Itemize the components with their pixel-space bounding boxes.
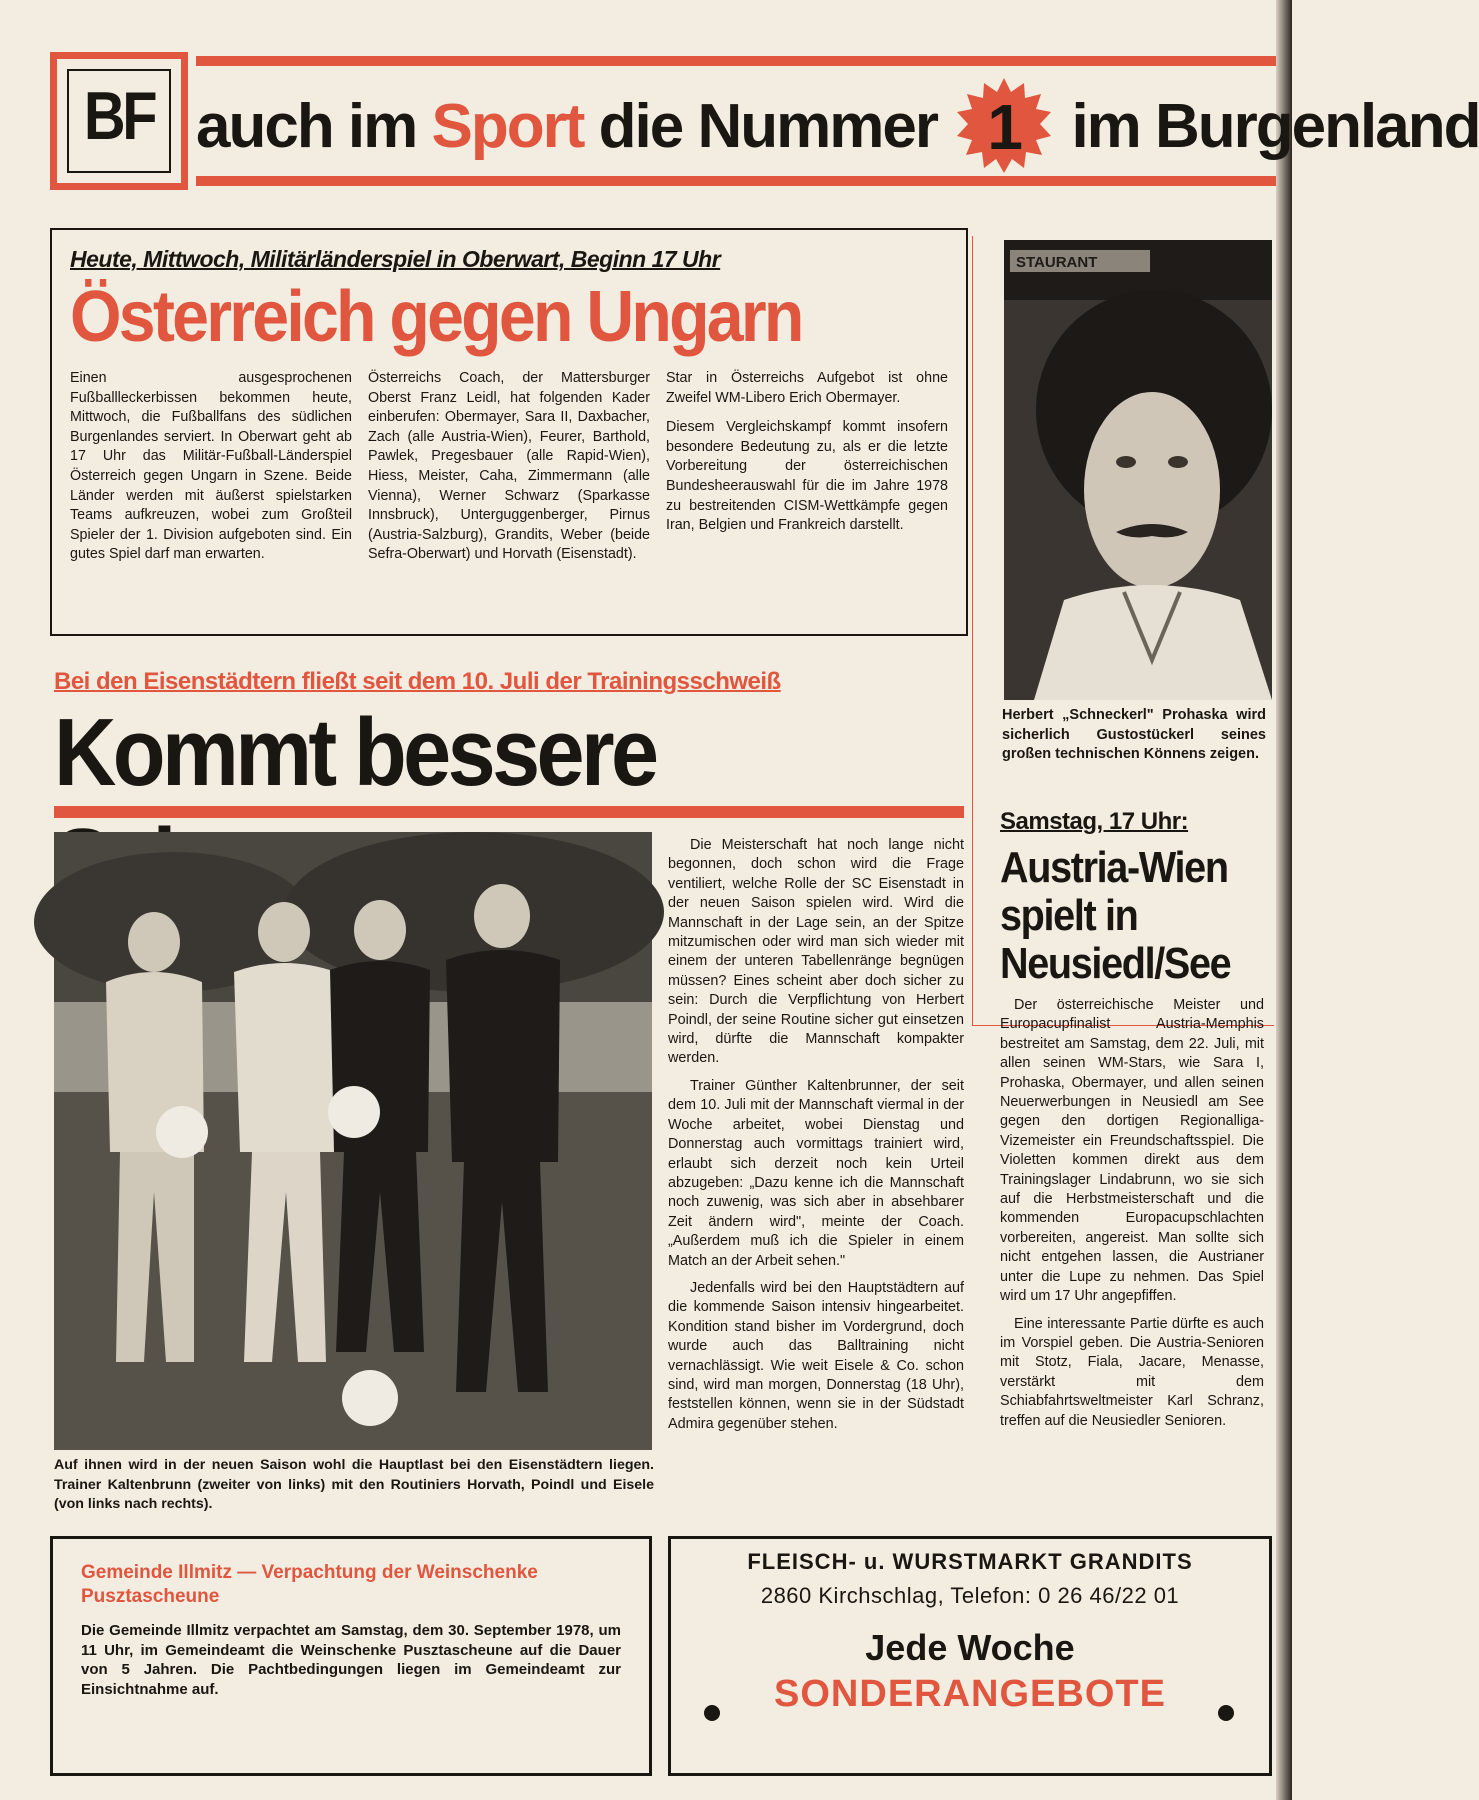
masthead-sport: Sport — [431, 91, 584, 161]
article2-para2: Trainer Günther Kaltenbrunner, der seit dem 10. Juli mit der Mannschaft viermal in der Woche arbeitet, wobei Dienstag und Donnerstag auch vormittags trainiert wird, erlaubt sich derzeit noch kein Urteil abzugeben: „Dazu kenne ich die Mannschaft noch zuwenig, was sich aber in absehbarer Zeit ändern wird", meinte der Coach. „Außerdem muß ich die Spieler in einem Match an der Arbeit sehen." — [668, 1077, 964, 1269]
article-oesterreich-ungarn — [50, 228, 968, 636]
article3-body — [1000, 996, 1264, 1431]
article1-kicker: Heute, Mittwoch, Militärländerspiel in Oberwart, Beginn 17 Uhr — [70, 246, 721, 272]
article2-para3: Jedenfalls wird bei den Hauptstädtern auf die kommende Saison intensiv hingearbeitet. Kondition stand bisher im Vordergrund, doch wurde auch das Balltraining nicht vernachlässigt. Wie weit Eisele & Co. schon sind, wird man morgen, Donnerstag (18 Uhr), feststellen können, wenn sie in der Südstadt Admira gegenüber stehen. — [668, 1279, 964, 1432]
ad-right-name: FLEISCH- u. WURSTMARKT GRANDITS — [747, 1549, 1193, 1574]
masthead-number: 1 — [987, 91, 1021, 163]
masthead — [50, 52, 1479, 190]
article1-col2 — [368, 369, 650, 565]
bullet-icon — [1218, 1705, 1234, 1721]
masthead-part3: die Nummer — [598, 91, 937, 161]
bf-logo — [50, 52, 188, 190]
article1-para1: Einen ausgesprochenen Fußballleckerbissen bekommen heute, Mittwoch, die Fußballfans des südlichen Burgenlandes serviert. In Oberwart geht ab 17 Uhr das Militär-Fußball-Länderspiel Österreich gegen Ungarn in Szene. Beide Länder werden mit äußerst spielstarken Teams aufkreuzen, wobei zum Großteil Spieler der 1. Division aufgeboten sind. Ein gutes Spiel darf man erwarten. — [70, 370, 352, 563]
article-austria-wien — [1000, 808, 1264, 1431]
article3-headline: Austria-Wien spielt in Neusiedl/See — [1000, 843, 1231, 988]
article1-headline: Österreich gegen Ungarn — [70, 277, 802, 357]
team-photo — [54, 832, 652, 1450]
article2-para1: Die Meisterschaft hat noch lange nicht begonnen, doch schon wird die Frage ventiliert, welche Rolle der SC Eisenstadt in der neuen Saison spielen wird. Wird die Mannschaft in der Lage sein, an der Spitze mitzumischen oder wird man sich wieder mit einem der unteren Tabellenränge begnügen müssen? Eines scheint aber doch sicher zu sein: Durch die Verpflichtung von Herbert Poindl, der seine Routine sicher gut einsetzen wird, dürfte die Mannschaft kompakter werden. — [668, 837, 964, 1067]
article1-para3: Star in Österreichs Aufgebot ist ohne Zweifel WM-Libero Erich Obermayer. — [666, 370, 948, 406]
masthead-part1: auch im — [196, 91, 417, 161]
team-photo-caption: Auf ihnen wird in der neuen Saison wohl die Hauptlast bei den Eisenstädtern liegen. Trainer Kaltenbrunn (zweiter von links) mit den Routiniers Horvath, Poindl und Eisele (von links nach rechts). — [54, 1457, 654, 1512]
masthead-title — [196, 78, 1479, 168]
portrait-caption: Herbert „Schneckerl" Prohaska wird sicherlich Gustostückerl seines großen technischen Könnens zeigen. — [1002, 707, 1266, 762]
article1-para4: Diesem Vergleichskampf kommt insofern besondere Bedeutung zu, als er die letzte Vorbereitung der österreichischen Bundesheerauswahl für die im Jahre 1978 zu bestreitenden CISM-Wettkämpfe gegen Iran, Belgien und Frankreich darstellt. — [666, 419, 948, 534]
article2-body — [668, 836, 964, 1434]
article1-col1 — [70, 369, 352, 565]
bullet-icon — [704, 1705, 720, 1721]
ad-left-title: Gemeinde Illmitz — Verpachtung der Weinschenke Pusztascheune — [81, 1562, 538, 1607]
article2-rule — [54, 806, 964, 818]
article1-para2: Österreichs Coach, der Mattersburger Oberst Franz Leidl, hat folgenden Kader einberufen: Obermayer, Sara II, Daxbacher, Zach (alle Austria-Wien), Feurer, Barthold, Pawlek, Pregesbauer (alle Rapid-Wien), Hiess, Meister, Caha, Zimmermann (alle Vienna), Werner Schwarz (Sparkasse Innsbruck), Unterguggenberger, Pirnus (Austria-Salzburg), Grandits, Weber (beide Sefra-Oberwart) und Horvath (Eisenstadt). — [368, 370, 650, 563]
ad-left-body: Die Gemeinde Illmitz verpachtet am Samstag, dem 30. September 1978, um 11 Uhr, im Gemeindeamt die Weinschenke Pusztascheune auf die Dauer von 5 Jahren. Die Pachtbedingungen liegen im Gemeindeamt zur Einsichtnahme auf. — [81, 1622, 621, 1698]
article2-kicker: Bei den Eisenstädtern fließt seit dem 10. Juli der Trainingsschweiß — [54, 668, 781, 695]
article3-para1: Der österreichische Meister und Europacupfinalist Austria-Memphis bestreitet am Samstag, dem 22. Juli, mit allen seinen WM-Stars, wie Sara I, Prohaska, Obermayer, und allen seinen Neuerwerbungen in Neusiedl am See gegen den dortigen Regionalliga-Vizemeister ein Freundschaftsspiel. Die Violetten kommen direkt aus dem Trainingslager Lindabrunn, wo sie sich auf die Herbstmeisterschaft und die kommenden Europacupschlachten vorbereiten, angereist. Man sollte sich nicht entgehen lassen, die Austrianer unter die Lupe zu nehmen. Das Spiel wird um 17 Uhr angepfiffen. — [1000, 997, 1264, 1305]
ad-grandits — [668, 1536, 1272, 1776]
prohaska-photo — [1004, 240, 1272, 700]
portrait-sign: STAURANT — [1016, 254, 1098, 271]
article3-para2: Eine interessante Partie dürfte es auch im Vorspiel geben. Die Austria-Senioren mit Stotz, Fiala, Jacare, Menasse, verstärkt mit dem Schiabfahrtsweltmeister Karl Schranz, treffen auf die Neusiedler Senioren. — [1000, 1315, 1264, 1429]
ad-right-address: 2860 Kirchschlag, Telefon: 0 26 46/22 01 — [760, 1583, 1180, 1608]
bf-logo-text: BF — [83, 78, 155, 154]
page-edge — [1276, 0, 1292, 1800]
number-one-star-icon — [956, 78, 1052, 174]
ad-right-special: SONDERANGEBOTE — [774, 1673, 1166, 1715]
article1-col3 — [666, 369, 948, 565]
masthead-part4: im Burgenland — [1071, 91, 1479, 161]
ad-right-week: Jede Woche — [865, 1627, 1075, 1668]
article3-kicker: Samstag, 17 Uhr: — [1000, 808, 1189, 835]
article2-headline: Kommt bessere — [54, 699, 656, 806]
ad-gemeinde-illmitz — [50, 1536, 652, 1776]
